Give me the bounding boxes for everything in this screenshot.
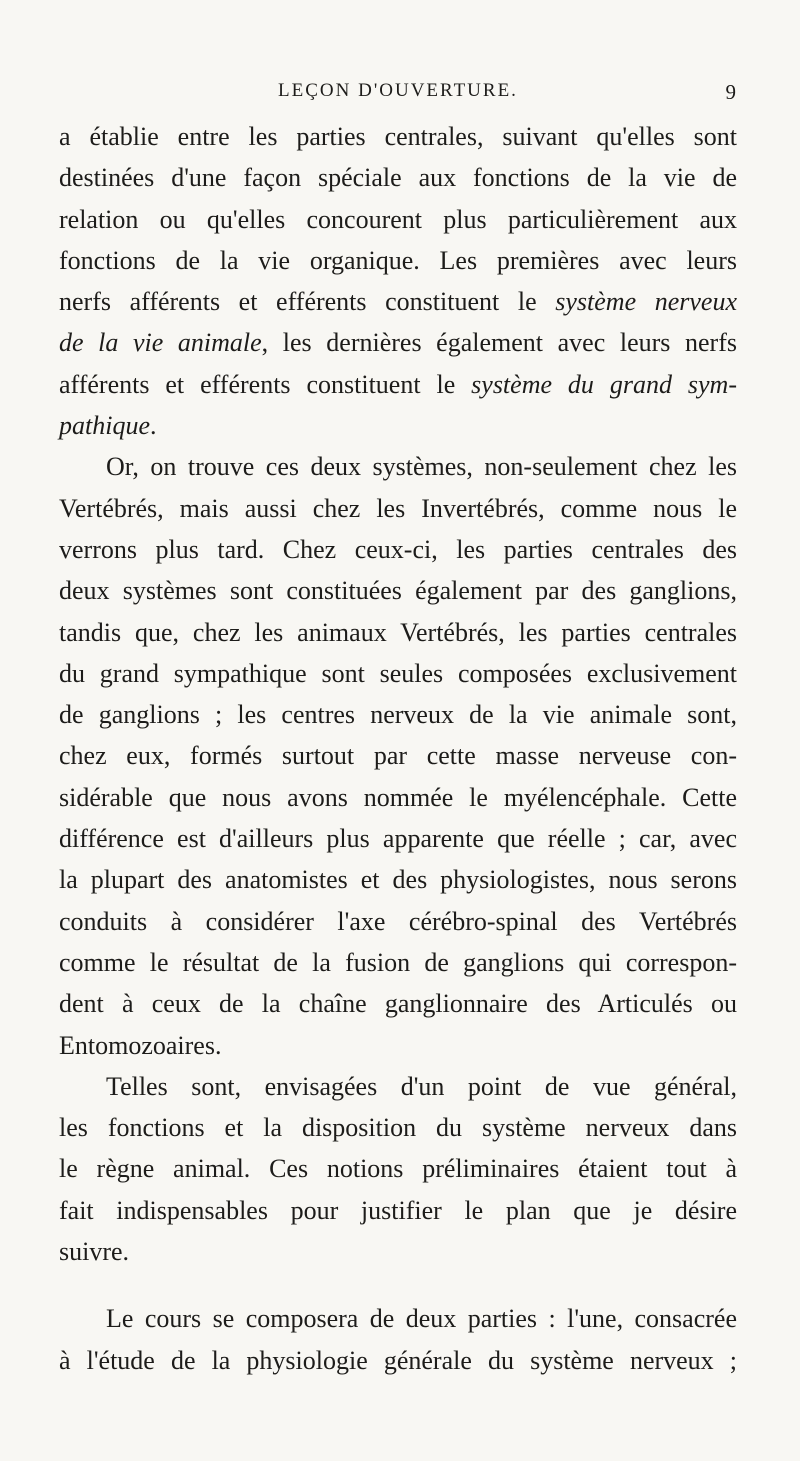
running-head-title: LEÇON D'OUVERTURE. (278, 80, 518, 101)
body-text (59, 116, 737, 1381)
paragraph-gap (59, 1272, 737, 1298)
text-line (59, 405, 737, 446)
text-line: la plupart des anatomistes et des physiologistes, nous serons (59, 865, 737, 895)
text-line: chez eux, formés surtout par cette masse nerveuse con- (59, 741, 737, 771)
text-line (59, 322, 737, 363)
text-line: différence est d'ailleurs plus apparente que réelle ; car, avec (59, 824, 737, 854)
text-line: de ganglions ; les centres nerveux de la vie animale sont, (59, 700, 737, 730)
text-line: Vertébrés, mais aussi chez les Invertébrés, comme nous le (59, 493, 737, 523)
italic-term: pathique (59, 411, 150, 441)
text-line: les fonctions et la disposition du système nerveux dans (59, 1113, 737, 1143)
line-segment: nerfs afférents et efférents constituent le (59, 287, 556, 317)
text-line: Le cours se composera de deux parties : l'une, consacrée (106, 1304, 737, 1334)
paragraph (59, 1298, 737, 1381)
text-line: a établie entre les parties centrales, suivant qu'elles sont (59, 122, 737, 151)
text-line: destinées d'une façon spéciale aux fonctions de la vie de (59, 163, 737, 193)
text-line (59, 281, 737, 322)
text-line: verrons plus tard. Chez ceux-ci, les parties centrales des (59, 534, 737, 564)
text-line: deux systèmes sont constituées également par des ganglions, (59, 576, 737, 606)
italic-term: de la vie animale (59, 328, 262, 358)
text-line: Entomozoaires. (59, 1030, 222, 1060)
text-line: fonctions de la vie organique. Les premières avec leurs (59, 245, 737, 275)
text-line: fait indispensables pour justifier le plan que je désire (59, 1195, 737, 1225)
text-line: à l'étude de la physiologie générale du système nerveux ; (59, 1345, 737, 1375)
text-line: sidérable que nous avons nommée le myélencéphale. Cette (59, 782, 737, 812)
text-line: relation ou qu'elles concourent plus particulièrement aux (59, 204, 737, 234)
line-segment: , les dernières également avec leurs nerfs (261, 328, 737, 358)
paragraph (59, 116, 737, 446)
text-line: Telles sont, envisagées d'un point de vue général, (106, 1071, 737, 1101)
running-head (58, 80, 738, 110)
text-line: dent à ceux de la chaîne ganglionnaire des Articulés ou (59, 989, 737, 1019)
italic-term: système du grand sym- (471, 369, 737, 399)
paragraph (59, 1066, 737, 1272)
text-line: conduits à considérer l'axe cérébro-spinal des Vertébrés (59, 906, 737, 936)
text-line: comme le résultat de la fusion de ganglions qui correspon- (59, 947, 737, 977)
text-line: du grand sympathique sont seules composées exclusivement (59, 658, 737, 688)
page-number: 9 (725, 80, 738, 104)
line-segment: . (150, 411, 157, 441)
line-segment: afférents et efférents constituent le (59, 369, 472, 399)
italic-term: système nerveux (555, 287, 738, 317)
text-line: suivre. (59, 1237, 130, 1267)
paragraph (59, 446, 737, 1065)
text-line: Or, on trouve ces deux systèmes, non-seulement chez les (106, 452, 737, 482)
text-line: tandis que, chez les animaux Vertébrés, les parties centrales (59, 617, 737, 647)
text-line (59, 364, 737, 405)
text-line: le règne animal. Ces notions préliminaires étaient tout à (59, 1154, 737, 1184)
